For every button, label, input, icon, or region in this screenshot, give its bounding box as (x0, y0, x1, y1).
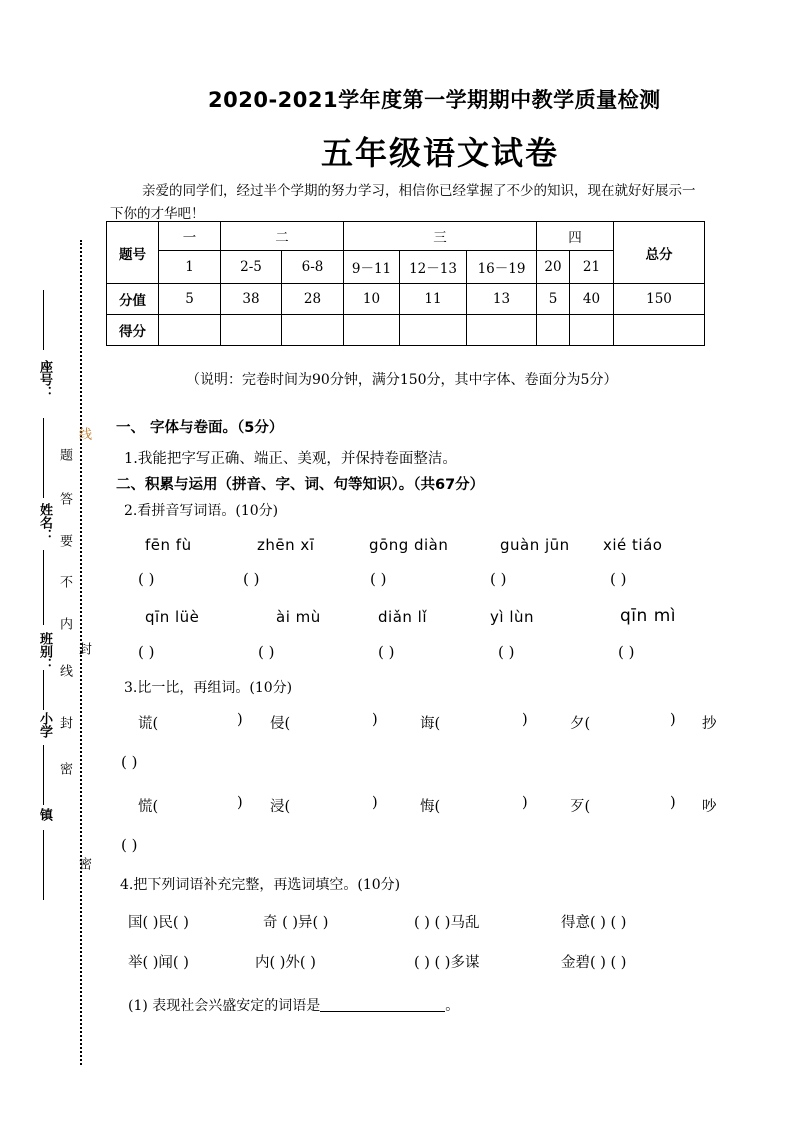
table-number: 21 (570, 251, 614, 284)
pinyin-zhenxi: zhēn xī (257, 536, 315, 554)
town-label: 镇 (37, 808, 52, 821)
section-1-q1: 1.我能把字写正确、端正、美观，并保持卷面整洁。 (124, 451, 457, 467)
q3-close[interactable]: ) (237, 795, 243, 811)
table-value: 11 (400, 284, 467, 315)
seal-char: 内 (57, 617, 72, 630)
name-fill-line[interactable] (43, 418, 44, 498)
exam-note: （说明：完卷时间为90分钟，满分150分，其中字体、卷面分为5分） (186, 372, 618, 388)
score-table (106, 221, 705, 346)
answer-blank[interactable]: ( ) (490, 570, 507, 588)
table-number: 1 (159, 251, 221, 284)
q3-char-huang: 谎( (138, 716, 159, 732)
seal-char: 线 (57, 664, 72, 677)
table-number: 20 (537, 251, 570, 284)
q2-title: 2.看拼音写词语。(10分) (124, 503, 279, 519)
q4-idiom[interactable]: ( ) ( )多谋 (414, 955, 480, 971)
q3-wrap-blank[interactable]: ( ) (121, 753, 138, 771)
score-cell[interactable] (467, 315, 537, 346)
q3-char-jin: 浸( (270, 799, 291, 815)
q3-char-dai: 歹( (570, 799, 591, 815)
table-value: 28 (282, 284, 344, 315)
table-number: 12－13 (400, 251, 467, 284)
table-section-1: 一 (159, 222, 221, 251)
paper-title: 五年级语文试卷 (321, 134, 560, 172)
school-label: 小学 (37, 712, 52, 738)
pinyin-qinmi: qīn mì (620, 606, 676, 626)
q3-char-huang2: 慌( (138, 799, 159, 815)
q4-idiom[interactable]: 得意( ) ( ) (561, 915, 627, 931)
q4-sub1-answer-line[interactable] (320, 996, 445, 1012)
score-cell-total[interactable] (614, 315, 705, 346)
table-header-total: 总分 (614, 222, 705, 284)
q3-char-qin: 侵( (270, 716, 291, 732)
class-label: 班别： (37, 632, 52, 671)
score-cell[interactable] (344, 315, 400, 346)
seal-char: 线 (76, 427, 91, 440)
q3-wrap-blank[interactable]: ( ) (121, 836, 138, 854)
pinyin-qinlue: qīn lüè (145, 608, 200, 626)
q4-idiom[interactable]: 国( )民( ) (128, 915, 189, 931)
q3-close[interactable]: ) (372, 712, 378, 728)
table-number: 9－11 (344, 251, 400, 284)
town-fill-line[interactable] (43, 745, 44, 805)
intro-line-1: 亲爱的同学们，经过半个学期的努力学习，相信你已经掌握了不少的知识，现在就好好展示一 (142, 183, 696, 199)
table-number: 16－19 (467, 251, 537, 284)
pinyin-aimu: ài mù (276, 608, 321, 626)
seat-fill-line[interactable] (43, 290, 44, 350)
q4-idiom[interactable]: 内( )外( ) (255, 955, 316, 971)
pinyin-guanjun: guàn jūn (500, 536, 570, 554)
pinyin-xietiao: xié tiáo (603, 536, 663, 554)
q4-idiom[interactable]: ( ) ( )马乱 (414, 915, 480, 931)
name-label: 姓名： (37, 503, 52, 542)
q4-idiom[interactable]: 举( )闻( ) (128, 955, 189, 971)
seal-char: 答 (57, 492, 72, 505)
pinyin-yilun: yì lùn (490, 608, 534, 626)
q3-close[interactable]: ) (522, 712, 528, 728)
score-cell[interactable] (221, 315, 282, 346)
answer-blank[interactable]: ( ) (378, 643, 395, 661)
table-number: 2-5 (221, 251, 282, 284)
score-cell[interactable] (159, 315, 221, 346)
table-section-3: 三 (344, 222, 537, 251)
score-cell[interactable] (282, 315, 344, 346)
q3-close[interactable]: ) (522, 795, 528, 811)
town-fill-line-2[interactable] (43, 830, 44, 900)
q4-sub1 (128, 995, 459, 1015)
table-value: 38 (221, 284, 282, 315)
q3-close[interactable]: ) (670, 795, 676, 811)
seal-char: 封 (57, 716, 72, 729)
q3-char-hui: 诲( (420, 716, 441, 732)
section-1-heading: 一、 字体与卷面。（5分） (116, 420, 284, 436)
table-number: 6-8 (282, 251, 344, 284)
seal-char: 密 (57, 762, 72, 775)
class-fill-line[interactable] (43, 550, 44, 625)
answer-blank[interactable]: ( ) (138, 643, 155, 661)
pinyin-gongdian: gōng diàn (369, 536, 449, 554)
table-header-question: 题号 (107, 222, 159, 284)
pinyin-dianli: diǎn lǐ (378, 608, 427, 626)
table-value: 13 (467, 284, 537, 315)
table-header-value: 分值 (107, 284, 159, 315)
score-cell[interactable] (400, 315, 467, 346)
q3-char-chao: 抄 (702, 716, 717, 732)
section-2-heading: 二、积累与运用（拼音、字、词、句等知识）。（共67分） (116, 477, 485, 493)
exam-title: 2020-2021学年度第一学期期中教学质量检测 (208, 88, 661, 112)
answer-blank[interactable]: ( ) (243, 570, 260, 588)
seal-char: 密 (76, 857, 91, 870)
seal-char: 不 (57, 575, 72, 588)
q3-char-xi: 夕( (570, 716, 591, 732)
seal-char: 题 (57, 448, 72, 461)
table-section-2: 二 (221, 222, 344, 251)
table-header-score: 得分 (107, 315, 159, 346)
q3-char-hui2: 悔( (420, 799, 441, 815)
table-value: 40 (570, 284, 614, 315)
answer-blank[interactable]: ( ) (370, 570, 387, 588)
q3-char-chao2: 吵 (702, 799, 717, 815)
table-section-4: 四 (537, 222, 614, 251)
table-value: 5 (537, 284, 570, 315)
intro-text (110, 180, 720, 226)
q3-title: 3.比一比，再组词。(10分) (124, 680, 293, 696)
score-cell[interactable] (570, 315, 614, 346)
table-value: 5 (159, 284, 221, 315)
q4-sub1-prompt: (1) 表现社会兴盛安定的词语是 (128, 998, 321, 1014)
q3-close[interactable]: ) (372, 795, 378, 811)
pinyin-fenfu: fēn fù (145, 536, 192, 554)
table-value: 10 (344, 284, 400, 315)
table-value-total: 150 (614, 284, 705, 315)
seat-label: 座号： (37, 360, 52, 399)
answer-blank[interactable]: ( ) (138, 570, 155, 588)
answer-blank[interactable]: ( ) (618, 643, 635, 661)
q3-close[interactable]: ) (670, 712, 676, 728)
score-cell[interactable] (537, 315, 570, 346)
q4-title: 4.把下列词语补充完整，再选词填空。(10分) (120, 877, 401, 893)
intro-line-2: 下你的才华吧！ (110, 206, 205, 222)
seal-char: 封 (76, 642, 91, 655)
seal-char: 要 (57, 534, 72, 547)
q4-idiom[interactable]: 奇 ( )异( ) (263, 915, 329, 931)
answer-blank[interactable]: ( ) (610, 570, 627, 588)
school-fill-line[interactable] (43, 670, 44, 710)
answer-blank[interactable]: ( ) (498, 643, 515, 661)
q3-close[interactable]: ) (237, 712, 243, 728)
answer-blank[interactable]: ( ) (258, 643, 275, 661)
q4-idiom[interactable]: 金碧( ) ( ) (561, 955, 627, 971)
q4-sub1-end: 。 (445, 998, 460, 1014)
